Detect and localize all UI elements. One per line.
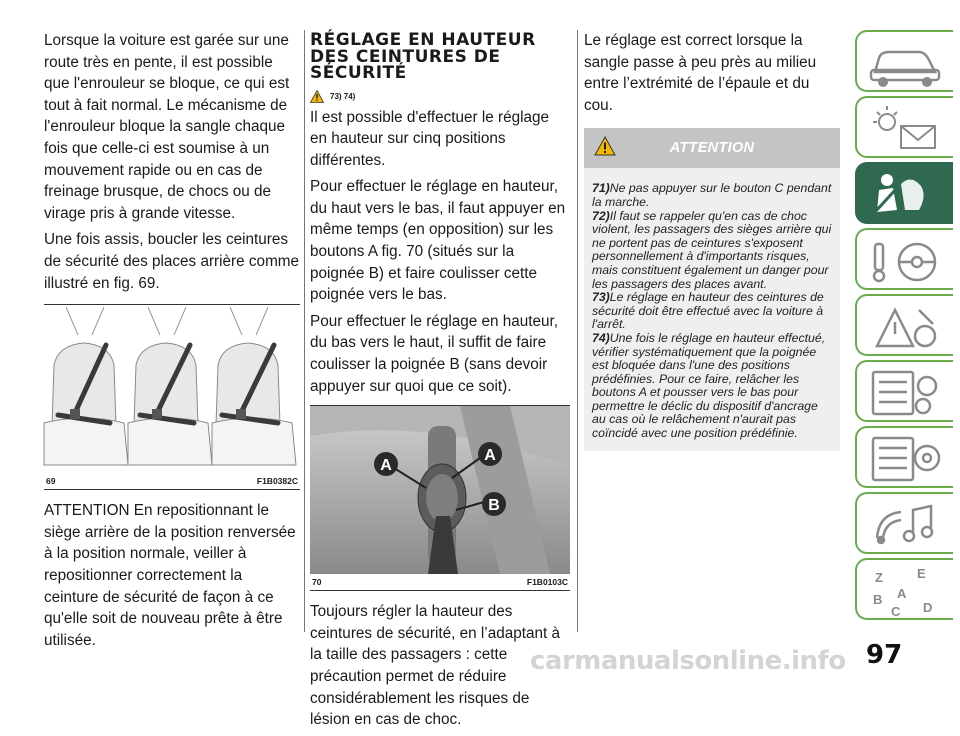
warning-item: 71)Ne pas appuyer sur le bouton C pendant la marche. bbox=[592, 181, 832, 209]
column-divider bbox=[577, 30, 578, 632]
svg-text:E: E bbox=[917, 566, 926, 581]
warning-header bbox=[584, 128, 840, 168]
svg-text:D: D bbox=[923, 600, 933, 615]
paragraph: Toujours régler la hauteur des ceintures de sécurité, en l’adaptant à la taille des passagers : cette précaution permet de réduire considérablement les risques de lésion en cas de choc. bbox=[310, 603, 561, 729]
column-divider bbox=[304, 30, 305, 632]
dashboard-lights-icon bbox=[857, 98, 955, 160]
paragraph: ATTENTION En repositionnant le siège arrière de la position renversée à la position normale, veiller à repositionner correctement la ceinture de sécurité de façon à ce qu'elle soit de nouveau prête à être utilisée. bbox=[44, 502, 296, 649]
emergency-icon bbox=[857, 296, 955, 358]
warning-title: ATTENTION bbox=[669, 140, 755, 157]
svg-text:A: A bbox=[484, 447, 496, 465]
warning-item: 72)Il faut se rappeler qu'en cas de choc violent, les passagers des sièges arrière qui ne portent pas de ceintures s'exposent personnellement à d'importants risques, mais constituent également un danger pour les passagers des places avant. bbox=[592, 208, 832, 291]
svg-text:A: A bbox=[897, 586, 907, 601]
warning-body bbox=[584, 168, 840, 450]
figure-caption bbox=[310, 574, 570, 591]
paragraph: Lorsque la voiture est garée sur une route très en pente, il est possible que l'enrouleur se bloque, ce qui est tout à fait normal. Le mécanisme de l'enrouleur bloque la sangle chaque fois que celle-ci est soumise à un mouvement rapide ou en cas de freinage brusque, de chocs ou de virage pris à grande vitesse. bbox=[44, 32, 290, 222]
svg-text:C: C bbox=[891, 604, 901, 619]
tab-technical-data[interactable] bbox=[855, 426, 953, 488]
figure-caption bbox=[44, 473, 300, 490]
column-3 bbox=[584, 30, 840, 451]
tab-index[interactable] bbox=[855, 558, 953, 620]
paragraph: Pour effectuer le réglage en hauteur, du haut vers le bas, il faut appuyer en même temps (en opposition) sur les boutons A fig. 70 (situés sur la poignée B) et faire coulisser cette poignée vers le bas. bbox=[310, 178, 566, 304]
callout-a-right bbox=[478, 442, 502, 466]
multimedia-icon bbox=[857, 494, 955, 556]
callout-a-left bbox=[374, 452, 398, 476]
warning-references bbox=[310, 90, 570, 103]
paragraph: Une fois assis, boucler les ceintures de sécurité des places arrière comme illustré en fig. 69. bbox=[44, 231, 300, 292]
warning-box bbox=[584, 128, 840, 450]
warning-item: 74)Une fois le réglage en hauteur effectué, vérifier systématiquement que la poignée est bloquée dans l'une des positions prédéfinies. Pour ce faire, relâcher les boutons A et pousser vers le bas pour permettre le déclic du dispositif d'ancrage au cas où le relâchement n'aurait pas coïncidé avec une position prédéfinie. bbox=[592, 330, 826, 441]
figure-code: F1B0103C bbox=[526, 577, 568, 588]
tab-car-info[interactable] bbox=[855, 30, 953, 92]
svg-text:B: B bbox=[873, 592, 883, 607]
maintenance-icon bbox=[857, 362, 955, 424]
warning-item: 73)Le réglage en hauteur des ceintures de sécurité doit être effectué avec la voiture à l'arrêt. bbox=[592, 290, 824, 332]
column-1 bbox=[44, 30, 300, 656]
figure-69 bbox=[44, 304, 300, 490]
tab-emergency[interactable] bbox=[855, 294, 953, 356]
page-number: 97 bbox=[866, 640, 903, 670]
svg-text:B: B bbox=[488, 497, 500, 515]
figure-code: F1B0382C bbox=[256, 476, 298, 487]
figure-number: 69 bbox=[46, 476, 56, 487]
section-title: RÉGLAGE EN HAUTEUR DES CEINTURES DE SÉCURITÉ bbox=[310, 30, 536, 83]
rear-seats-illustration bbox=[44, 305, 300, 473]
column-2 bbox=[310, 30, 570, 736]
paragraph: Il est possible d'effectuer le réglage en hauteur sur cinq positions différentes. bbox=[310, 108, 550, 169]
figure-number: 70 bbox=[312, 577, 322, 588]
warning-triangle-icon bbox=[594, 136, 616, 156]
chapter-sidebar bbox=[855, 30, 955, 624]
starting-driving-icon bbox=[857, 230, 955, 292]
seatbelt-height-adjuster-illustration bbox=[310, 406, 570, 574]
tab-starting-driving[interactable] bbox=[855, 228, 953, 290]
technical-data-icon bbox=[857, 428, 955, 490]
tab-maintenance[interactable] bbox=[855, 360, 953, 422]
index-icon bbox=[857, 560, 955, 622]
svg-text:Z: Z bbox=[875, 570, 883, 585]
figure-70 bbox=[310, 405, 570, 591]
car-info-icon bbox=[857, 32, 955, 94]
watermark: carmanualsonline.info bbox=[530, 646, 846, 676]
warning-triangle-icon bbox=[310, 90, 324, 103]
svg-text:A: A bbox=[380, 457, 392, 475]
safety-seatbelt-icon bbox=[857, 164, 955, 226]
tab-multimedia[interactable] bbox=[855, 492, 953, 554]
tab-dashboard-lights[interactable] bbox=[855, 96, 953, 158]
tab-safety[interactable] bbox=[855, 162, 953, 224]
paragraph: Pour effectuer le réglage en hauteur, du bas vers le haut, il suffit de faire coulisser la poignée B (sans devoir appuyer sur quoi que ce soit). bbox=[310, 312, 559, 395]
paragraph: Le réglage est correct lorsque la sangle passe à peu près au milieu entre l’extrémité de l’épaule et du cou. bbox=[584, 32, 817, 114]
callout-b bbox=[482, 492, 506, 516]
reference-numbers: 73) 74) bbox=[330, 91, 356, 101]
